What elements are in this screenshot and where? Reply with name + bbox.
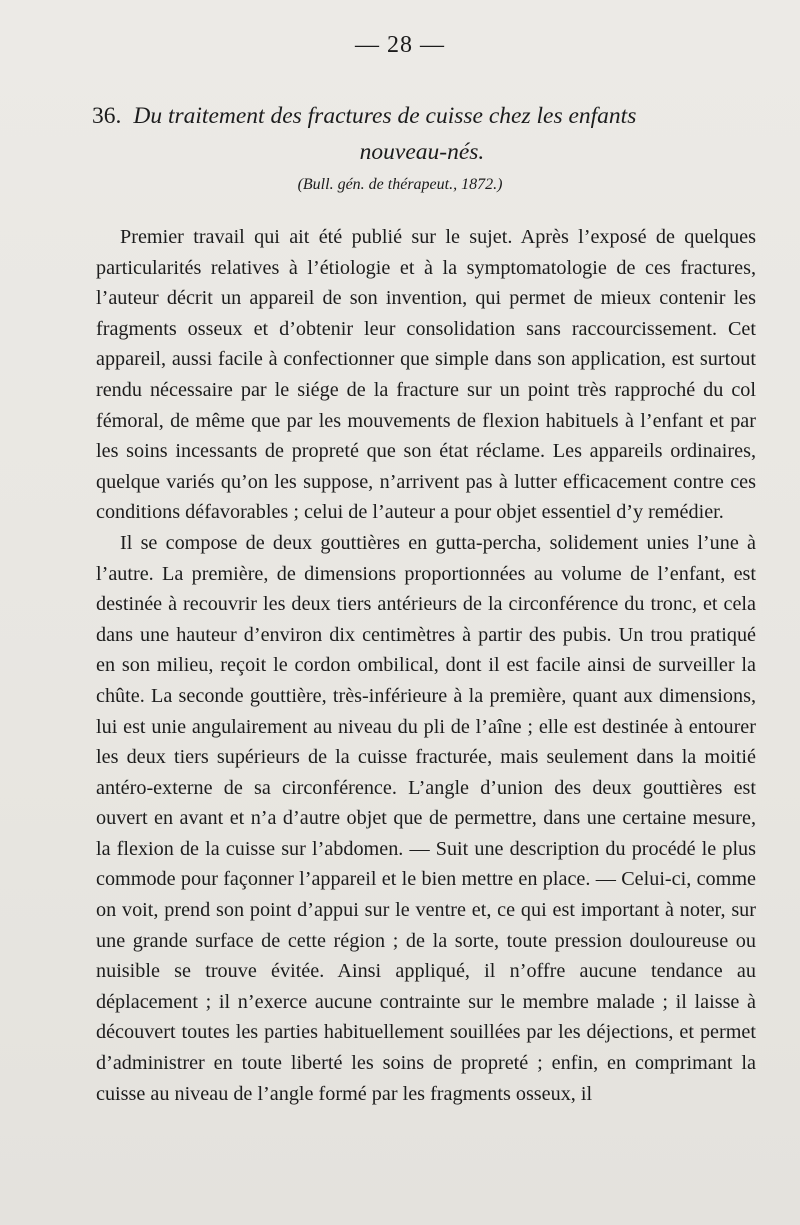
entry-title-line-1: Du traitement des fractures de cuisse chez les enfants: [133, 103, 637, 129]
entry-number: 36.: [92, 103, 122, 129]
paragraph-1: Premier travail qui ait été publié sur le sujet. Après l’exposé de quelques particularités relatives à l’étiologie et à la symptomatologie de ces fractures, l’auteur décrit un appareil de son invention, qui permet de mieux contenir les fragments osseux et d’obtenir leur consolidation sans raccourcissement. Cet appareil, aussi facile à confectionner que simple dans son application, est surtout rendu nécessaire par le siége de la fracture sur un point très rapproché du col fémoral, de même que par les mouvements de flexion habituels à l’enfant et par les soins incessants de propreté que son état réclame. Les appareils ordinaires, quelque variés qu’on les suppose, n’arrivent pas à lutter efficacement contre ces conditions défavorables ; celui de l’auteur a pour objet essentiel d’y remédier.: [96, 226, 756, 524]
paragraph-2: Il se compose de deux gouttières en gutta-percha, solidement unies l’une à l’autre. La première, de dimensions proportionnées au volume de l’enfant, est destinée à recouvrir les deux tiers antérieurs de la circonférence du tronc, et cela dans une hauteur d’environ dix centimètres à partir des pubis. Un trou pratiqué en son milieu, reçoit le cordon ombilical, dont il est facile ainsi de surveiller la chûte. La seconde gouttière, très-inférieure à la première, quant aux dimensions, lui est unie angulairement au niveau du pli de l’aîne ; elle est destinée à entourer les deux tiers supérieurs de la cuisse fracturée, mais seulement dans la moitié antéro-externe de sa circonférence. L’angle d’union des deux gouttières est ouvert en avant et n’a d’autre objet que de permettre, dans une certaine mesure, la flexion de la cuisse sur l’abdomen. — Suit une description du procédé le plus commode pour façonner l’appareil et le bien mettre en place. — Celui-ci, comme on voit, prend son point d’appui sur le ventre et, ce qui est important à noter, sur une grande surface de cette région ; de la sorte, toute pression douloureuse ou nuisible se trouve évitée. Ainsi appliqué, il n’offre aucune tendance au déplacement ; il n’exerce aucune contrainte sur le membre malade ; il laisse à découvert toutes les parties habituellement souillées par les déjections, et permet d’administrer en toute liberté les soins de propreté ; enfin, en comprimant la cuisse au niveau de l’angle formé par les fragments osseux, il: [96, 531, 756, 1105]
body-text: [96, 222, 756, 1109]
entry-title-line-2: nouveau-nés.: [359, 139, 485, 165]
entry-title: [92, 98, 752, 170]
page-number: — 28 —: [355, 32, 445, 58]
citation: (Bull. gén. de thérapeut., 1872.): [297, 176, 503, 193]
